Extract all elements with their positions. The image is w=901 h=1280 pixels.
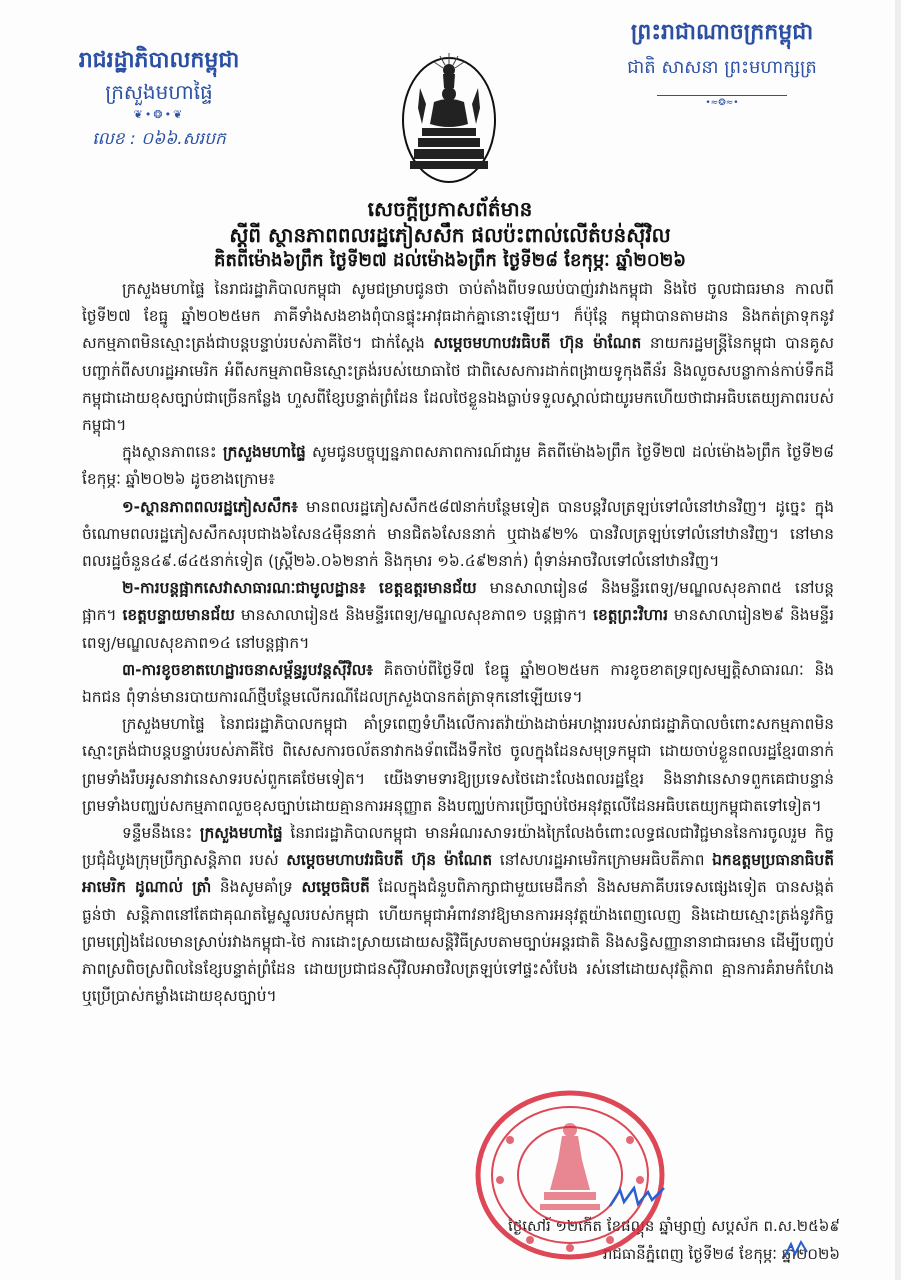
title-line-3: គិតពីម៉ោង៦ព្រឹក ថ្ងៃទី២៧ ដល់ម៉ោង៦ព្រឹក ថ្ងៃទី២៨ ខែកុម្ភៈ ឆ្នាំ២០២៦ bbox=[214, 250, 686, 271]
paragraph-protest: ក្រសួងមហាផ្ទៃ នៃរាជរដ្ឋាភិបាលកម្ពុជា គាំទ្រពេញទំហឹងលើការតវ៉ាយ៉ាងដាច់អហង្ការរបស់រាជរដ្ឋាភិបាលចំពោះសកម្មភាពមិនស្មោះត្រង់ជាបន្តបន្ទាប់របស់ភាគីថៃ ពិសេសការចល័តនាវាកងទ័ពជើងទឹកថៃ ចូលក្នុងដែនសមុទ្រកម្ពុជា ដោយចាប់ខ្លួនពលរដ្ឋខ្មែរ៣នាក់ ព្រមទាំងរឹបអូសនាវានេសាទរបស់ពួកគេថែមទៀត។ យើងទាមទារឱ្យប្រទេសថៃដោះលែងពលរដ្ឋខ្មែរ និងនាវានេសាទពួកគេជាបន្ទាន់ ព្រមទាំងបញ្ឈប់សកម្មភាពលួចខុសច្បាប់ដោយគ្មានការអនុញ្ញាត និងបញ្ឈប់ការប្រើច្បាប់ថៃអនុវត្តលើដែនអធិបតេយ្យកម្ពុជាតទៅទៀត។ bbox=[82, 715, 834, 815]
announcement-body bbox=[82, 276, 834, 1010]
signature-icon bbox=[608, 1184, 668, 1210]
ornament-icon: ❦•❂•❦ bbox=[133, 108, 185, 121]
national-motto: ជាតិ សាសនា ព្រះមហាក្សត្រ bbox=[627, 57, 817, 78]
paragraph-situation: ក្នុងស្ថានភាពនេះ ក្រសួងមហាផ្ទៃ សូមជូនបច្ចុប្បន្នភាពសភាពការណ៍ជារួម គិតពីម៉ោង៦ព្រឹក ថ្ងៃទី២៧ ដល់ម៉ោង៦ព្រឹក ថ្ងៃទី២៨ ខែកុម្ភៈ ឆ្នាំ២០២៦ ដូចខាងក្រោម៖ bbox=[82, 443, 834, 489]
paragraph-intro: ក្រសួងមហាផ្ទៃ នៃរាជរដ្ឋាភិបាលកម្ពុជា សូមជម្រាបជូនថា ចាប់តាំងពីបទឈប់បាញ់រវាងកម្ពុជា និងថៃ ចូលជាធរមាន កាលពីថ្ងៃទី២៧ ខែធ្នូ ឆ្នាំ២០២៥មក ភាគីទាំងសងខាងពុំបានផ្ទុះអាវុធដាក់គ្នានោះឡើយ។ ក៏ប៉ុន្តែ កម្ពុជាបានតាមដាន និងកត់ត្រាទុកនូវសកម្មភាពមិនស្មោះត្រង់ជាបន្តបន្ទាប់របស់ភាគីថៃ។ ជាក់ស្តែង សម្តេចមហាបវរធិបតី ហ៊ុន ម៉ាណែត នាយករដ្ឋមន្ត្រីនៃកម្ពុជា បានគូសបញ្ជាក់ពីសហរដ្ឋអាមេរិក អំពីសកម្មភាពមិនស្មោះត្រង់របស់យោធាថៃ ជាពិសេសការដាក់ពង្រាយទូកុងតឺន័រ និងលួចសបន្លាកាន់កាប់ទឹកដីកម្ពុជាដោយខុសច្បាប់ជាច្រើនកន្លែង ហួសពីខ្សែបន្ទាត់ព្រំដែន ដែលថៃខ្លួនឯងធ្លាប់ទទួលស្គាល់ជាយូរមកហើយថាជាអធិបតេយ្យភាពរបស់កម្ពុជា។ bbox=[82, 280, 834, 435]
lunar-date: ថ្ងៃសៅរ៍ ១២កើត ខែផល្គុន ឆ្នាំម្សាញ់ សប្តស័ក ព.ស.២៥៦៩ bbox=[507, 1217, 840, 1235]
government-name: រាជរដ្ឋាភិបាលកម្ពុជា bbox=[78, 48, 240, 73]
ornament-icon: •≈❂≈• bbox=[701, 98, 742, 108]
date-block bbox=[480, 1212, 840, 1268]
title-line-2: ស្តីពី ស្ថានភាពពលរដ្ឋភៀសសឹក ផលប៉ះពាល់លើតំបន់ស៊ីវិល bbox=[229, 223, 671, 247]
ministry-name: ក្រសួងមហាផ្ទៃ bbox=[105, 80, 213, 104]
kingdom-name: ព្រះរាជាណាចក្រកម្ពុជា bbox=[630, 20, 814, 45]
announcement-title bbox=[120, 196, 780, 274]
paragraph-refugees: ១-ស្ថានភាពពលរដ្ឋភៀសសឹក៖ មានពលរដ្ឋភៀសសឹក៥៨៧នាក់បន្ថែមទៀត បានបន្តវិលត្រឡប់ទៅលំនៅឋានវិញ។ ដូច្នេះ ក្នុងចំណោមពលរដ្ឋភៀសសឹកសរុបជាង៦សែន៤ម៉ឺននាក់ មានជិត៦សែននាក់ ឬជាង៩២% បានវិលត្រឡប់ទៅលំនៅឋានវិញ។ នៅមានពលរដ្ឋចំនួន៤៩.៨៤៥នាក់ទៀត (ស្ត្រី២៦.០៦២នាក់ និងកុមារ ១៦.៤៩២នាក់) ពុំទាន់អាចវិលទៅលំនៅឋានវិញ។ bbox=[82, 497, 834, 571]
royal-arms-emblem-icon bbox=[374, 48, 524, 188]
pm-name: សម្តេចមហាបវរធិបតី ហ៊ុន ម៉ាណែត bbox=[433, 334, 642, 353]
paragraph-peace: ទន្ទឹមនឹងនេះ ក្រសួងមហាផ្ទៃ នៃរាជរដ្ឋាភិបាលកម្ពុជា មានអំណរសាទរយ៉ាងក្រៃលែងចំពោះលទ្ធផលជាវិជ្ជមាននៃការចូលរួម កិច្ចប្រជុំដំបូងក្រុមប្រឹក្សាសន្តិភាព របស់ សម្តេចមហាបវរធិបតី ហ៊ុន ម៉ាណែត នៅសហរដ្ឋអាមេរិកក្រោមអធិបតីភាព ឯកឧត្តមប្រធានាធិបតីអាមេរិក ដូណាល់ ត្រាំ និងសូមគាំទ្រ សម្តេចធិបតី ដែលក្នុងជំនួបពិភាក្សាជាមួយមេដឹកនាំ និងសមភាគីបរទេសផ្សេងទៀត បានសង្កត់ធ្ងន់ថា សន្តិភាពនៅតែជាគុណតម្លៃស្នូលរបស់កម្ពុជា ហើយកម្ពុជាអំពាវនាវឱ្យមានការអនុវត្តយ៉ាងពេញលេញ និងដោយស្មោះត្រង់នូវកិច្ចព្រមព្រៀងដែលមានស្រាប់រវាងកម្ពុជា-ថៃ ការដោះស្រាយដោយសន្តិវិធីស្របតាមច្បាប់អន្តរជាតិ និងសន្ធិសញ្ញានានាជាធរមាន ដើម្បីបញ្ចប់ភាពស្រពិចស្រពិលនៃខ្សែបន្ទាត់ព្រំដែន ដោយប្រជាជនស៊ីវិលអាចវិលត្រឡប់ទៅផ្ទះសំបែង រស់នៅដោយសុវត្ថិភាព គ្មានការគំរាមកំហែង ឬប្រើប្រាស់កម្លាំងដោយខុសច្បាប់។ bbox=[82, 824, 834, 1006]
ministry-header bbox=[64, 46, 254, 152]
kingdom-header bbox=[606, 18, 838, 108]
page-edge bbox=[895, 0, 901, 1280]
paragraph-public-services: ២-ការបន្តផ្អាកសេវាសាធារណៈជាមូលដ្ឋាន៖ ខេត្តឧត្តរមានជ័យ មានសាលារៀន៨ និងមន្ទីរពេទ្យ/មណ្ឌលសុខភាព៥ នៅបន្តផ្អាក។ ខេត្តបន្ទាយមានជ័យ មានសាលារៀន៥ និងមន្ទីរពេទ្យ/មណ្ឌលសុខភាព១ បន្តផ្អាក។ ខេត្តព្រះវិហារ មានសាលារៀន២៩ និងមន្ទីរពេទ្យ/មណ្ឌលសុខភាព១៤ នៅបន្តផ្អាក។ bbox=[82, 579, 834, 652]
paragraph-infrastructure: ៣-ការខូចខាតហេដ្ឋារចនាសម្ព័ន្ធរូបវន្តស៊ីវិល៖ គិតចាប់ពីថ្ងៃទី៧ ខែធ្នូ ឆ្នាំ២០២៥មក ការខូចខាតទ្រព្យសម្បត្តិសាធារណៈ និងឯកជន ពុំទាន់មានរបាយការណ៍ថ្មីបន្ថែមលើករណីដែលក្រសួងបានកត់ត្រាទុកនៅឡើយទេ។ bbox=[82, 660, 834, 707]
ornament-divider bbox=[657, 90, 787, 108]
reference-number: លេខ : ០៦៦.សរបក bbox=[92, 129, 226, 149]
title-line-1: សេចក្តីប្រកាសព័ត៌មាន bbox=[367, 197, 533, 221]
solar-date: រាជធានីភ្នំពេញ ថ្ងៃទី២៨ ខែកុម្ភៈ ឆ្នាំ២០២៦ bbox=[602, 1245, 840, 1263]
